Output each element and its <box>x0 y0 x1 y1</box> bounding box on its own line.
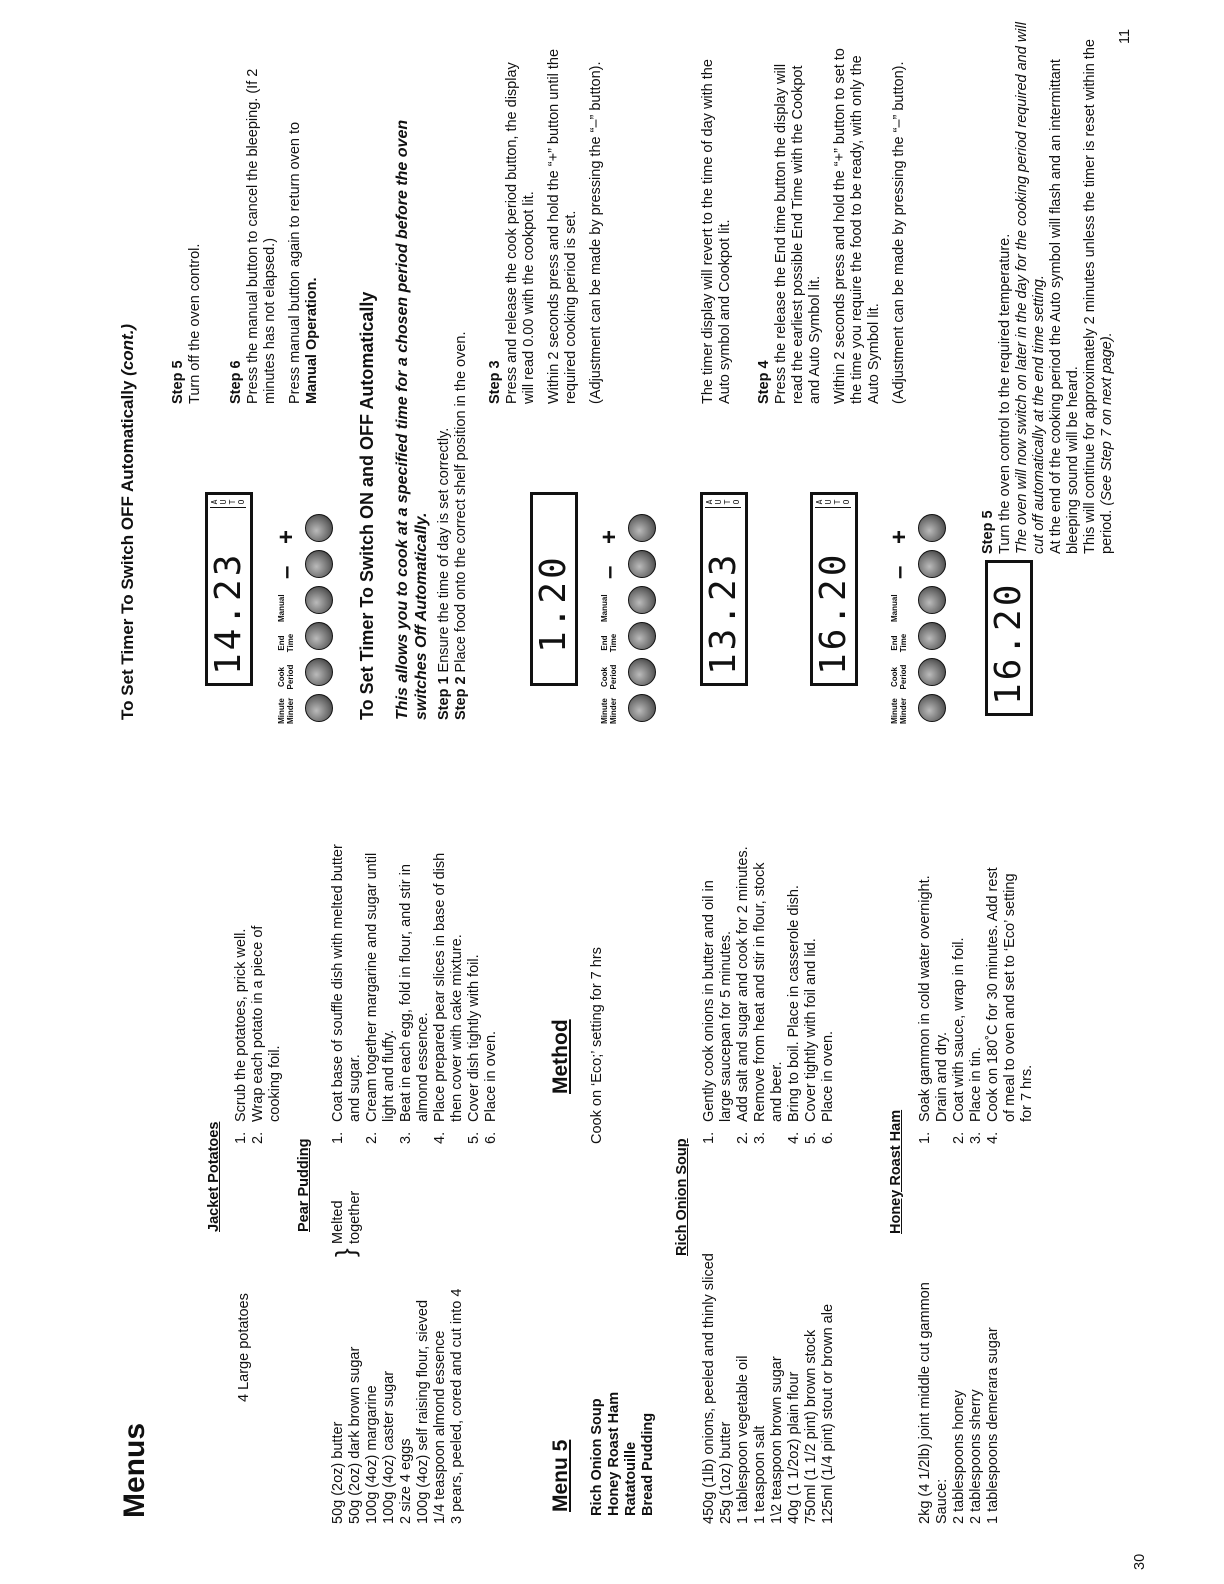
timer-display-3: 13.23 A U T O <box>700 492 748 686</box>
jacket-ingredient: 4 Large potatoes <box>236 1293 252 1402</box>
minus-label: – <box>273 565 300 579</box>
jacket-heading: Jacket Potatoes <box>206 1121 222 1232</box>
knob-labels-2: Minute Minder Cook Period End Time Manual <box>600 594 618 724</box>
knob-labels-1: Minute Minder Cook Period End Time Manual <box>277 594 295 724</box>
soup-steps <box>701 844 837 1144</box>
list-item: 2. Coat with sauce, wrap in foil. <box>951 937 967 1144</box>
section2-title: To Set Timer To Switch ON and OFF Automatically <box>357 291 377 720</box>
list-item: 3. Remove from heat and stir in flour, stock and beer. <box>752 862 785 1144</box>
list-item: 3. Place in tin. <box>968 1047 984 1144</box>
step6: Step 6 Press the manual button to cancel the bleeping. (If 2 minutes has not elapsed.) Press manual button again to return oven to Manual Operation. <box>228 68 320 404</box>
section2-intro: This allows you to cook at a specified time for a chosen period before the oven switches Off Automatically. <box>394 119 430 720</box>
soup-heading: Rich Onion Soup <box>674 1138 690 1256</box>
list-item: 5. Cover tightly with foil and lid. <box>803 938 819 1144</box>
list-item: 2. Cream together margarine and sugar until light and fluffy. <box>364 852 397 1144</box>
cook-period-knob[interactable] <box>305 658 333 686</box>
end-time-knob[interactable] <box>305 622 333 650</box>
timer-display-5: 16.20 <box>985 560 1033 716</box>
step4: Step 4 Press the release the End time button the display will read the earliest possible End Time with the Cookpot and Auto Symbol lit. Within 2 seconds press and hold the “+” button to set to the time you require the food to be ready, with only the Auto Symbol lit. (Adjustment can be made by pressing the “–” button). <box>756 48 907 404</box>
method-text: Cook on ‘Eco;’ setting for 7 hrs <box>589 947 605 1144</box>
list-item: 2. Add salt and sugar and cook for 2 minutes. <box>735 846 751 1144</box>
list-item: 1. Gently cook onions in butter and oil in large saucepan for 5 minutes. <box>701 880 734 1144</box>
ham-heading: Honey Roast Ham <box>888 1109 904 1234</box>
brace: } <box>330 1248 360 1257</box>
list-item: 4. Bring to boil. Place in casserole dish. <box>786 885 802 1144</box>
list-item: 2. Wrap each potato in a piece of cooking foil. <box>250 925 283 1144</box>
knob-labels-4: Minute Minder Cook Period End Time Manual <box>890 594 908 724</box>
knob-row-1 <box>305 514 333 722</box>
list-item: 3. Beat in each egg, fold in flour, and stir in almond essence. <box>398 864 431 1144</box>
list-item: 6. Place in oven. <box>820 1030 836 1144</box>
list-item: 1. Coat base of souffle dish with melted butter and sugar. <box>330 844 363 1144</box>
ham-steps <box>917 854 1036 1144</box>
step5a: Step 5 Turn off the oven control. <box>170 243 203 404</box>
brace-note: Melted together <box>330 1190 363 1244</box>
page-number-left: 30 <box>1132 1553 1148 1570</box>
list-item: 4. Cook on 180˚C for 30 minutes. Add rest of meal to oven and set to ‘Eco’ setting for 7 hrs. <box>985 867 1035 1144</box>
timer-title: To Set Timer To Switch OFF Automatically (cont.) <box>118 323 137 720</box>
timer-display-2: 1.20 <box>530 492 578 686</box>
page-title: Menus <box>118 1422 151 1518</box>
pear-ingredients: 50g (2oz) butter 50g (2oz) dark brown sugar 100g (4oz) margarine 100g (4oz) caster sugar 2 size 4 eggs 100g (4oz) self raising flour, sieved 1/4 teaspoon almond essence 3 pears, peeled, cored and cut into 4 <box>330 1288 465 1524</box>
minute-minder-knob[interactable] <box>305 694 333 722</box>
ham-ingredients: 2kg (4 1/2lb) joint middle cut gammon Sauce: 2 tablespoons honey 2 tablespoons sherry 1 tablespoons demerara sugar <box>917 1282 1001 1524</box>
method-heading: Method <box>549 1019 572 1094</box>
page-number-right: 11 <box>1117 28 1133 44</box>
rotated-spread: Menus 30 4 Large potatoes Jacket Potatoes 1. Scrub the potatoes, prick well. 2. Wrap each potato in a piece of cooking foil. 50g (2oz) butter 50g (2oz) dark brown sugar 100g (4oz) margarine 100g (4oz) caster sugar 2 size 4 eggs 100g (4oz) self raising flour, sieved 1/4 teaspoon almond essence 3 pears, peeled, cored and cut into 4 } Melted together Pear Pudding 1. Coat base of souffle dish with melted butter and sugar. 2. Cream together margarine and sugar until light and fluffy. 3. Beat in each egg, fold in flour, and stir in almond essence. 4. Place prepared pear slices in base of dish then cover with cake mixture. 5. Cover dish tightly with foil. 6. Place in oven. Menu 5 Rich Onion Soup Honey Roast Ham Ratatouille Bread Pudding Method Cook on ‘Eco;’ setting for 7 hrs 450g (1lb) onions, peeled and thinly sliced 25g (1oz) butter 1 tablespoon vegetable oil 1 teaspoon salt 1\2 teaspoon brown sugar 40g (1 1/2oz) plain flour 750ml (1 1/2 pint) brown stock 125ml (1/4 pint) stout or brown ale Rich Onion Soup 1. Gently cook onions in butter and oil in large saucepan for 5 minutes. 2. Add salt and sugar and cook for 2 minutes. 3. Remove from heat and stir in flour, stock and beer. 4. Bring to boil. Place in casserole dish. 5. Cover tightly with foil and lid. 6. Place in oven. 2kg (4 1/2lb) joint middle cut gammon Sauce: 2 tablespoons honey 2 tablespoons sherry 1 tablespoons demerara sugar Honey Roast Ham 1. Soak gammon in cold water overnight. Drain and dry. 2. Coat with sauce, wrap in foil. 3. Place in tin. 4. Cook on 180˚C for 30 minutes. Add rest of meal to oven and set to ‘Eco’ setting for 7 hrs. To Set Timer To Switch OFF Automatically (cont.) 11 Minute Minder Cook Period End Time Manual 14.23 A U T O – + Step 5 Turn off the oven control. Step 6 Press the manual button to cancel the bleeping. (If 2 minutes has not elapsed.) Press manual button again to return oven to Manual Operation. To Set Timer To Switch ON and OFF Automatically This allows you to cook at a specified time for a chosen period before the oven switches Off Automatically. Step 1 Ensure the time of day is set correctly. Step 2 Place food onto the correct shelf position in the oven. Minute Minder Cook Period End Time Manual 1.20 – + Step 3 Press and release the cook period button, the display will read 0.00 with the cookpot lit. Within 2 seconds press and hold the “+” button until the required cooking period is set. (Adjustment can be made by pressing the “–” button). 13.23 A U T O The timer display will revert to the time of day with the Auto symbol and Cookpot lit. Minute Minder Cook Period End Time Manual 16.20 A U T O – + Step 4 Press the release the End time button the display will read the earliest possible End Time with the Cookpot and Auto Symbol lit. Within 2 seconds press and hold the “+” button to set to the time you require the food to be ready, with only the Auto Symbol lit. (Adjustment can be made by pressing the “–” button). 16.20 Step 5 Turn the oven control to the required temperature. The oven will now switch on later in the day for the cooking period required and will cut off automatically at the end time setting. At the end of the cooking period the Auto symbol will flash and an intermittant bleeping sound will be heard. This will continue for approximately 2 minutes unless the timer is reset within the period. (See Step 7 on next page). <box>0 0 1224 1584</box>
menu5-items: Rich Onion Soup Honey Roast Ham Ratatouille Bread Pudding <box>589 1391 656 1516</box>
knob-row-4 <box>918 514 946 722</box>
plus-knob[interactable] <box>305 514 333 542</box>
plus-label: + <box>273 529 300 544</box>
step5b: Step 5 Turn the oven control to the required temperature. The oven will now switch on later in the day for the cooking period required and will cut off automatically at the end time setting. At the end of the cooking period the Auto symbol will flash and an intermittant bleeping sound will be heard. This will continue for approximately 2 minutes unless the timer is reset within the period. (See Step 7 on next page). <box>980 22 1115 554</box>
timer-display-4: 16.20 A U T O <box>810 492 858 686</box>
manual-knob[interactable] <box>305 586 333 614</box>
list-item: 5. Cover dish tightly with foil. <box>466 954 482 1144</box>
soup-ingredients: 450g (1lb) onions, peeled and thinly sliced 25g (1oz) butter 1 tablespoon vegetable oil 1 teaspoon salt 1\2 teaspoon brown sugar 40g (1 1/2oz) plain flour 750ml (1 1/2 pint) brown stock 125ml (1/4 pint) stout or brown ale <box>701 1253 836 1524</box>
list-item: 6. Place in oven. <box>483 1030 499 1144</box>
jacket-steps <box>233 904 284 1144</box>
list-item: 4. Place prepared pear slices in base of dish then cover with cake mixture. <box>432 852 465 1144</box>
timer-display-1: 14.23 A U T O <box>205 492 253 686</box>
menu5-heading: Menu 5 <box>549 1439 572 1512</box>
list-item: 1. Scrub the potatoes, prick well. <box>233 928 249 1144</box>
list-item: 1. Soak gammon in cold water overnight. Drain and dry. <box>917 875 950 1144</box>
pear-steps <box>330 844 500 1144</box>
step3: Step 3 Press and release the cook period button, the display will read 0.00 with the cookpot lit. Within 2 seconds press and hold the “+” button until the required cooking period is set. (Adjustment can be made by pressing the “–” button). <box>487 48 604 404</box>
steps-1-2: Step 1 Ensure the time of day is set correctly. Step 2 Place food onto the correct shelf position in the oven. <box>436 331 469 720</box>
pear-heading: Pear Pudding <box>296 1138 312 1232</box>
step3-result: The timer display will revert to the time of day with the Auto symbol and Cookpot lit. <box>700 59 733 404</box>
minus-knob[interactable] <box>305 550 333 578</box>
knob-row-2 <box>628 514 656 722</box>
